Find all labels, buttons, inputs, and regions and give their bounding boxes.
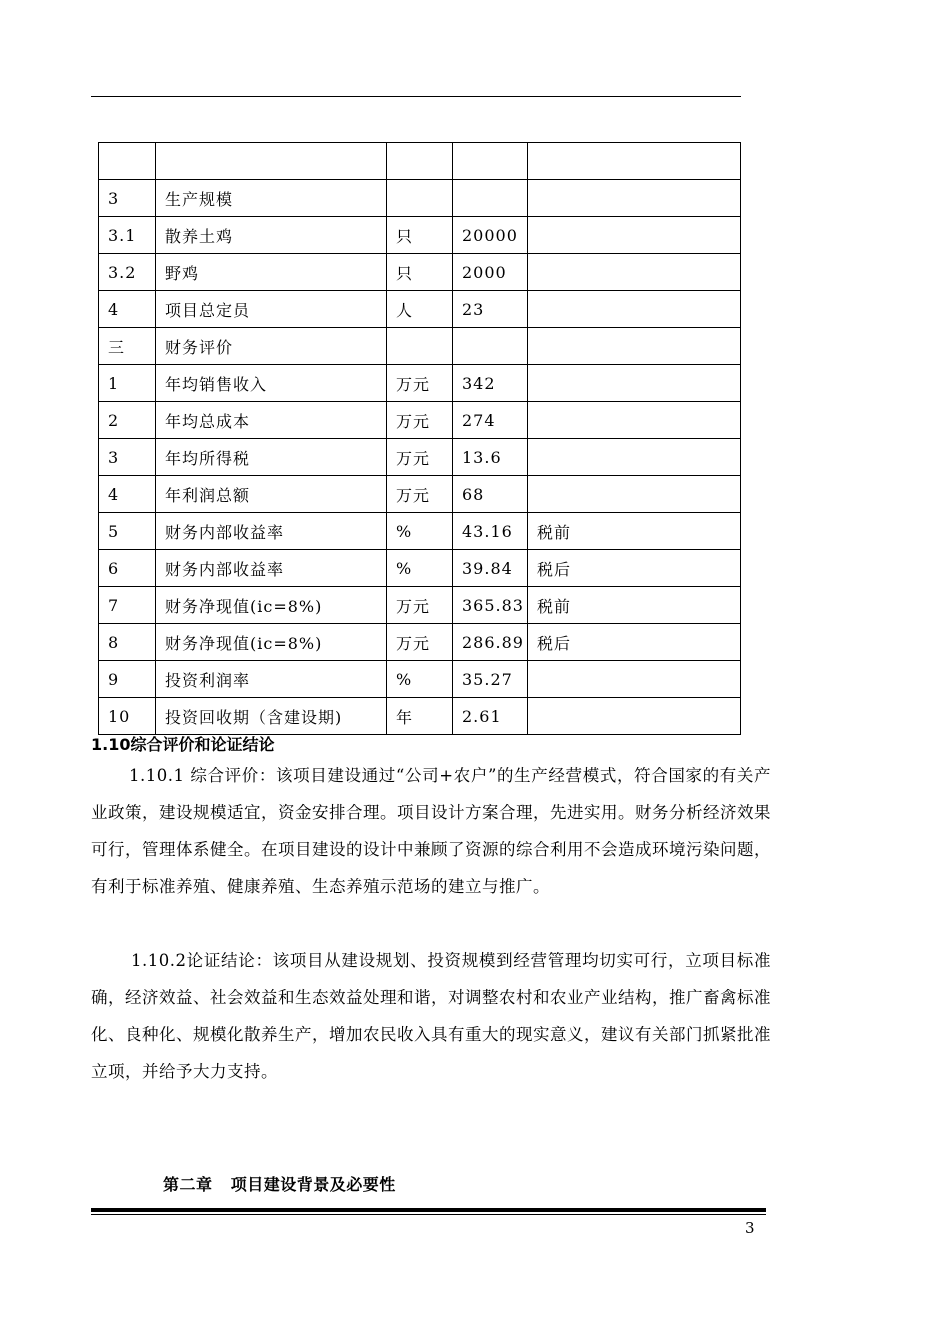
- table-cell: 39.84: [453, 550, 528, 587]
- footer-rule-thin: [91, 1214, 766, 1215]
- table-cell: 35.27: [453, 661, 528, 698]
- table-row: [99, 550, 741, 587]
- table-row: [99, 624, 741, 661]
- table-cell: [387, 143, 453, 180]
- table-cell: 投资利润率: [156, 661, 387, 698]
- evaluation-paragraph: 1.10.1 综合评价：该项目建设通过“公司+农户”的生产经营模式，符合国家的有关产业政策，建设规模适宜，资金安排合理。项目设计方案合理，先进实用。财务分析经济效果可行，管理体系健全。在项目建设的设计中兼顾了资源的综合利用不会造成环境污染问题，有利于标准养殖、健康养殖、生态养殖示范场的建立与推广。: [91, 766, 771, 896]
- table-cell: 365.83: [453, 587, 528, 624]
- table-cell: 税前: [528, 513, 741, 550]
- table-cell: 4: [99, 291, 156, 328]
- table-row: [99, 328, 741, 365]
- table-cell: 野鸡: [156, 254, 387, 291]
- table-cell: 274: [453, 402, 528, 439]
- table-cell: 342: [453, 365, 528, 402]
- table-cell: [528, 365, 741, 402]
- table-cell: 7: [99, 587, 156, 624]
- table-cell: 2: [99, 402, 156, 439]
- table-cell: 只: [387, 217, 453, 254]
- table-row: [99, 513, 741, 550]
- table-cell: [387, 180, 453, 217]
- table-cell: %: [387, 661, 453, 698]
- table-cell: 年: [387, 698, 453, 735]
- table-cell: 68: [453, 476, 528, 513]
- table-cell: 3.1: [99, 217, 156, 254]
- table-cell: 6: [99, 550, 156, 587]
- table-cell: 万元: [387, 476, 453, 513]
- table-cell: [453, 328, 528, 365]
- table-cell: 年均总成本: [156, 402, 387, 439]
- table-row: [99, 439, 741, 476]
- table-cell: 财务评价: [156, 328, 387, 365]
- table-cell: 年利润总额: [156, 476, 387, 513]
- table-cell: [528, 254, 741, 291]
- table-cell: 财务净现值(ic=8%): [156, 587, 387, 624]
- table-row: [99, 365, 741, 402]
- table-cell: [528, 698, 741, 735]
- table-cell: [528, 143, 741, 180]
- table-cell: [528, 328, 741, 365]
- table-cell: 生产规模: [156, 180, 387, 217]
- table-cell: 3: [99, 439, 156, 476]
- table-cell: 43.16: [453, 513, 528, 550]
- table-cell: 投资回收期（含建设期): [156, 698, 387, 735]
- table-cell: 只: [387, 254, 453, 291]
- table-cell: 13.6: [453, 439, 528, 476]
- table-row: [99, 476, 741, 513]
- table-row: [99, 402, 741, 439]
- table-cell: 23: [453, 291, 528, 328]
- table-row: [99, 254, 741, 291]
- table-cell: 286.89: [453, 624, 528, 661]
- table-cell: 8: [99, 624, 156, 661]
- table-cell: 年均所得税: [156, 439, 387, 476]
- table-cell: 1: [99, 365, 156, 402]
- chapter-title: 第二章 项目建设背景及必要性: [163, 1175, 396, 1194]
- table-row: [99, 587, 741, 624]
- table-cell: 10: [99, 698, 156, 735]
- table-cell: [453, 180, 528, 217]
- table-cell: [528, 661, 741, 698]
- table-row: [99, 217, 741, 254]
- table-cell: 散养土鸡: [156, 217, 387, 254]
- table-cell: %: [387, 550, 453, 587]
- table-cell: 财务内部收益率: [156, 513, 387, 550]
- table-cell: 万元: [387, 624, 453, 661]
- table-cell: [528, 291, 741, 328]
- table-row: [99, 661, 741, 698]
- table-cell: [528, 180, 741, 217]
- indicator-table: [98, 142, 741, 735]
- table-cell: [528, 476, 741, 513]
- table-cell: 年均销售收入: [156, 365, 387, 402]
- header-rule: [91, 96, 741, 97]
- table-row: [99, 180, 741, 217]
- table-cell: 万元: [387, 587, 453, 624]
- table-cell: [528, 217, 741, 254]
- table-cell: [528, 439, 741, 476]
- table-cell: [387, 328, 453, 365]
- table-cell: 2.61: [453, 698, 528, 735]
- table-row: [99, 143, 741, 180]
- table-cell: 税后: [528, 624, 741, 661]
- table-cell: 财务净现值(ic=8%): [156, 624, 387, 661]
- table-cell: 3.2: [99, 254, 156, 291]
- table-cell: 财务内部收益率: [156, 550, 387, 587]
- table-cell: 万元: [387, 365, 453, 402]
- table-cell: [453, 143, 528, 180]
- table-cell: 5: [99, 513, 156, 550]
- table-cell: 税前: [528, 587, 741, 624]
- table-cell: [528, 402, 741, 439]
- page-number: 3: [745, 1219, 755, 1237]
- table-cell: 人: [387, 291, 453, 328]
- section-heading: 1.10综合评价和论证结论: [91, 735, 275, 754]
- table-cell: 万元: [387, 439, 453, 476]
- table-row: [99, 291, 741, 328]
- table-cell: 税后: [528, 550, 741, 587]
- table-cell: 2000: [453, 254, 528, 291]
- table-cell: 20000: [453, 217, 528, 254]
- table-cell: [99, 143, 156, 180]
- table-cell: %: [387, 513, 453, 550]
- table-cell: 三: [99, 328, 156, 365]
- table-body: [99, 143, 741, 735]
- table-row: [99, 698, 741, 735]
- table-cell: 万元: [387, 402, 453, 439]
- conclusion-paragraph: 1.10.2论证结论：该项目从建设规划、投资规模到经营管理均切实可行，立项目标准确，经济效益、社会效益和生态效益处理和谐，对调整农村和农业产业结构，推广畜禽标准化、良种化、规模化散养生产，增加农民收入具有重大的现实意义，建议有关部门抓紧批准立项，并给予大力支持。: [91, 951, 771, 1081]
- footer-rule-thick: [91, 1208, 766, 1212]
- table-cell: [156, 143, 387, 180]
- table-cell: 3: [99, 180, 156, 217]
- table-cell: 4: [99, 476, 156, 513]
- table-cell: 项目总定员: [156, 291, 387, 328]
- table-cell: 9: [99, 661, 156, 698]
